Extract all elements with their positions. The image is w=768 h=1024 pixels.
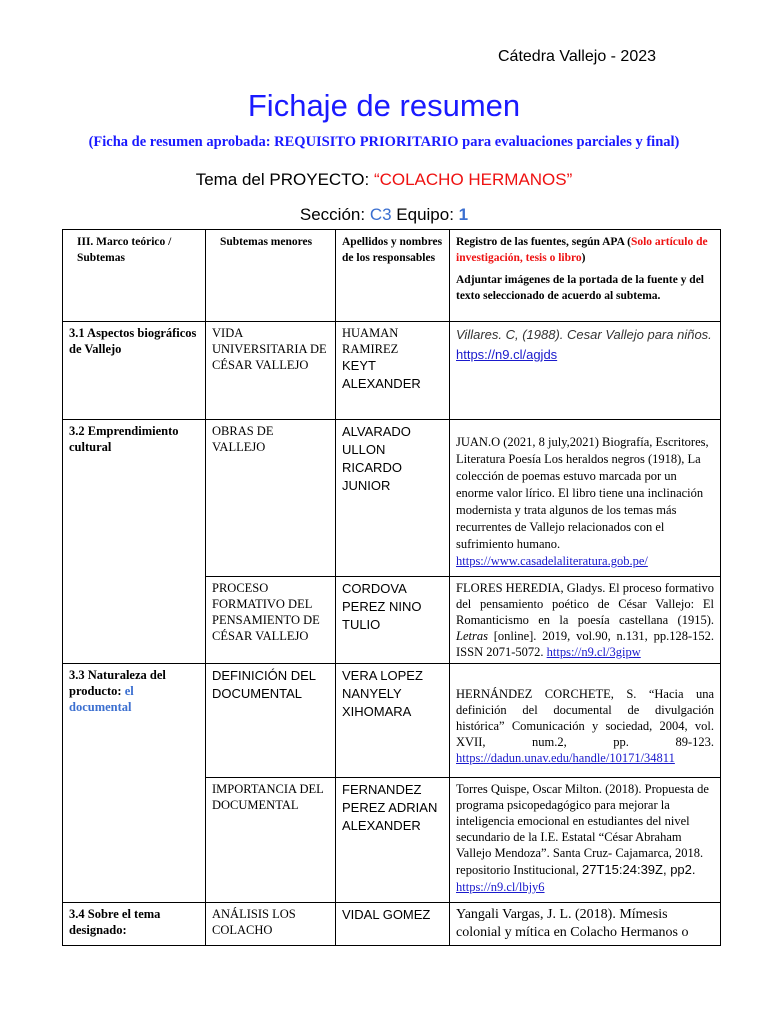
table-row xyxy=(63,420,721,577)
subtema-cell: OBRAS DE VALLEJO xyxy=(206,420,336,577)
subtema-cell: VIDA UNIVERSITARIA DE CÉSAR VALLEJO xyxy=(206,322,336,420)
summary-table xyxy=(62,229,721,946)
header-adjuntar: Adjuntar imágenes de la portada de la fuente y del texto seleccionado de acuerdo al subtema. xyxy=(456,274,704,302)
fuente-text: Torres Quispe, Oscar Milton. (2018). Propuesta de programa psicopedagógico para mejorar la inteligencia emocional en estudiantes del nivel secundario de la I.E. Estatal “César Abraham Vallejo Mendoza”. Santa Cruz- Cajamarca, 2018. repositorio Institucional, xyxy=(456,782,709,877)
table-row xyxy=(63,903,721,946)
fuente-cell xyxy=(450,778,721,903)
fuente-cell xyxy=(450,322,721,420)
tema-cell xyxy=(63,664,206,903)
header-apa-note: Solo artículo de investigación, tesis o libro xyxy=(456,236,708,264)
subtema-cell: ANÁLISIS LOS COLACHO xyxy=(206,903,336,946)
team-label: Equipo: xyxy=(391,205,459,224)
tema-cell: 3.1 Aspectos biográficos de Vallejo xyxy=(63,322,206,420)
header-marco-teorico: III. Marco teórico / Subtemas xyxy=(63,230,206,322)
fuente-link[interactable]: https://dadun.unav.edu/handle/10171/34811 xyxy=(456,751,675,765)
fuente-cell xyxy=(450,577,721,664)
fuente-text: [online]. 2019, vol.90, n.131, pp.128-152. ISSN 2071-5072. xyxy=(456,629,714,659)
fuente-journal: Letras xyxy=(456,629,488,643)
tema-cell: 3.2 Emprendimiento cultural xyxy=(63,420,206,664)
responsable-cell: FERNANDEZ PEREZ ADRIAN ALEXANDER xyxy=(336,778,450,903)
topic-label: Tema del PROYECTO: xyxy=(195,170,374,189)
fuente-link[interactable]: https://n9.cl/lbjy6 xyxy=(456,880,545,894)
page-subtitle: (Ficha de resumen aprobada: REQUISITO PRIORITARIO para evaluaciones parciales y final) xyxy=(88,134,680,150)
fuente-text: FLORES HEREDIA, Gladys. El proceso formativo del pensamiento poético de César Vallejo: El Romanticismo en la poesía castellana (1915). xyxy=(456,581,714,627)
topic-value: “COLACHO HERMANOS” xyxy=(373,170,573,189)
section-label: Sección: xyxy=(299,205,370,224)
subtema-cell: IMPORTANCIA DEL DOCUMENTAL xyxy=(206,778,336,903)
subtema-cell: PROCESO FORMATIVO DEL PENSAMIENTO DE CÉSAR VALLEJO xyxy=(206,577,336,664)
header-responsables: Apellidos y nombres de los responsables xyxy=(336,230,450,322)
responsable-line: KEYT ALEXANDER xyxy=(342,358,421,391)
header-apa-close: ) xyxy=(581,252,586,264)
tema-text: 3.3 Naturaleza del producto: xyxy=(69,668,166,698)
page-title: Fichaje de resumen xyxy=(247,88,521,123)
header-apa-text: Registro de las fuentes, según APA ( xyxy=(456,236,631,248)
tema-highlight: el documental xyxy=(69,684,134,714)
fuente-cell xyxy=(450,664,721,778)
responsable-cell xyxy=(336,322,450,420)
header-registro-apa xyxy=(456,234,714,266)
fuente-text: HERNÁNDEZ CORCHETE, S. “Hacia una definición del documental de divulgación histórica” Comunicación y sociedad, 2004, vol. XVII, num.2, pp. 89-123. xyxy=(456,687,714,749)
table-header-row xyxy=(63,230,721,322)
fuente-cell: Yangali Vargas, J. L. (2018). Mímesis colonial y mítica en Colacho Hermanos o xyxy=(450,903,721,946)
responsable-cell: VIDAL GOMEZ xyxy=(336,903,450,946)
header-subtemas-menores: Subtemas menores xyxy=(206,230,336,322)
project-topic xyxy=(0,170,768,190)
fuente-text: JUAN.O (2021, 8 july,2021) Biografía, Escritores, Literatura Poesía Los heraldos negros (1918), La colección de poemas estuvo marcada por un enorme valor lírico. El libro tiene una inclinación modernista y trata algunos de los temas más recurrentes de Vallejo relacionados con el sufrimiento humano. xyxy=(456,435,709,551)
fuente-timestamp: 27T15:24:39Z, pp2. xyxy=(582,862,696,877)
fuente-link[interactable]: https://www.casadelaliteratura.gob.pe/ xyxy=(456,554,648,568)
table-row xyxy=(63,664,721,778)
section-team xyxy=(0,205,768,225)
responsable-cell: VERA LOPEZ NANYELY XIHOMARA xyxy=(336,664,450,778)
header-registro-fuentes xyxy=(450,230,721,322)
catedra-label: Cátedra Vallejo - 2023 xyxy=(498,48,657,65)
responsable-line: HUAMAN RAMIREZ xyxy=(342,326,399,356)
fuente-link[interactable]: https://n9.cl/agjds xyxy=(456,347,558,362)
section-value: C3 xyxy=(369,205,392,224)
tema-cell: 3.4 Sobre el tema designado: xyxy=(63,903,206,946)
fuente-link[interactable]: https://n9.cl/3gipw xyxy=(546,645,641,659)
subtema-cell: DEFINICIÓN DEL DOCUMENTAL xyxy=(206,664,336,778)
fuente-text: Villares. C, (1988). Cesar Vallejo para niños. xyxy=(456,327,712,342)
fuente-cell xyxy=(450,420,721,577)
table-row xyxy=(63,322,721,420)
responsable-cell: ALVARADO ULLON RICARDO JUNIOR xyxy=(336,420,450,577)
responsable-cell: CORDOVA PEREZ NINO TULIO xyxy=(336,577,450,664)
team-value: 1 xyxy=(458,205,469,224)
